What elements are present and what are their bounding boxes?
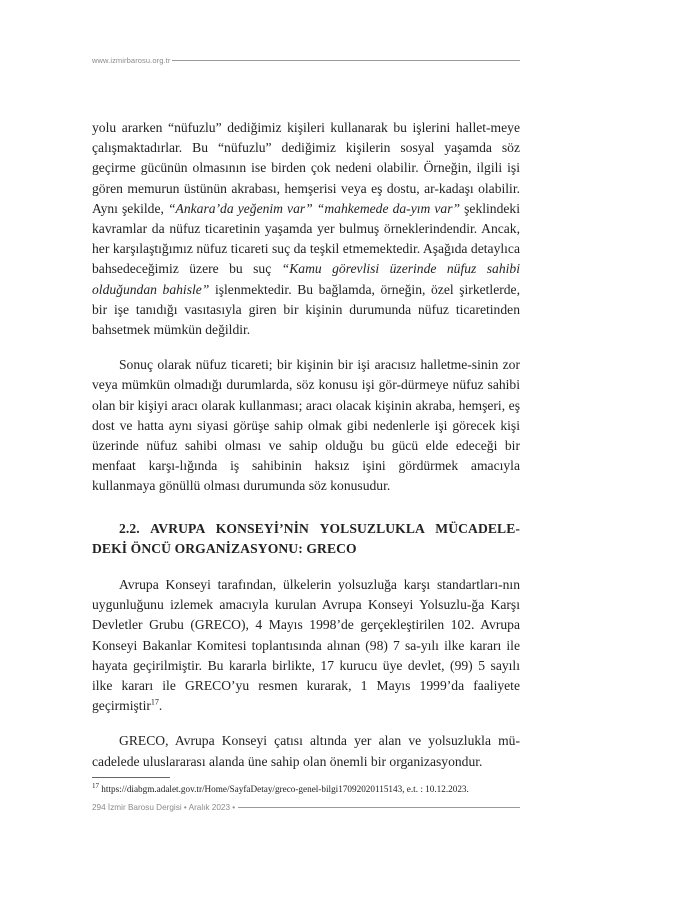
paragraph-1-quote-ankara: “Ankara’da yeğenim var” bbox=[167, 200, 313, 216]
paragraph-1 bbox=[92, 118, 520, 340]
footer-rule bbox=[238, 807, 520, 808]
page-header bbox=[92, 54, 520, 66]
footnote-number: 17 bbox=[92, 781, 99, 790]
header-rule bbox=[172, 60, 520, 61]
paragraph-1-quote-mahkeme: “mahkemede da-yım var” bbox=[316, 200, 461, 216]
paragraph-1-quote-kamu: “Kamu görevlisi üzerinde nüfuz sahibi olduğundan bahisle” bbox=[92, 261, 520, 297]
footnote-text[interactable]: https://diabgm.adalet.gov.tr/Home/SayfaDetay/greco-genel-bilgi17092020115143, e.t. : 10.12.2023. bbox=[99, 784, 469, 794]
paragraph-1-text-a: yolu ararken “nüfuzlu” dediğimiz kişileri kullanarak bu işlerini hallet-meye çalışmaktadırlar. Bu “nüfuzlu” dediğimiz kişilerin sosyal yaşamda söz geçirme gücünün olmasının ise birden çok nedeni olabilir. Örneğin, ilgili işi gören memurun üstünün akrabası, hemşerisi veya eş dostu, ar-kadaşı olabilir. Aynı şekilde, bbox=[92, 120, 520, 216]
paragraph-2: Sonuç olarak nüfuz ticareti; bir kişinin bir işi aracısız halletme-sinin zor veya mümkün olmadığı durumlarda, söz konusu işi gör-dürmeye nüfuz sahibi olan bir kişiyi aracı olarak kullanması; aracı olacak kişinin akraba, hemşeri, eş dost ve hatta aynı siyasi görüşe sahip olmak gibi nedenlerle işi görecek kişi üzerinde nüfuz sahibi olması ve sahip olduğu bu gücü elde edeceği bir menfaat karşı-lığında iş sahibinin haksız işini gördürmek amacıyla kullanmaya gönüllü olması durumunda söz konusudur. bbox=[92, 357, 520, 494]
section-heading: 2.2. AVRUPA KONSEYİ’NİN YOLSUZLUKLA MÜCADELE-DEKİ ÖNCÜ ORGANİZASYONU: GRECO bbox=[92, 520, 520, 556]
paragraph-1-text-d: işlenmektedir. Bu bağlamda, örneğin, özel şirketlerde, bir işe tanıdığı vasıtasıyla giren bir kişinin durumunda nüfuz ticaretinden bahsetmek mümkün değildir. bbox=[92, 281, 520, 338]
paragraph-1-text-c: şeklindeki kavramlar da nüfuz ticaretinin yaşamda yer bulmuş örneklerindendir. Ancak, her karşılaştığımız nüfuz ticareti suç da teşkil etmemektedir. Aşağıda detaylıca bahsedeceğimiz üzere bu suç bbox=[92, 200, 520, 277]
footnote-ref-17[interactable]: 17 bbox=[150, 697, 159, 707]
paragraph-3-end: . bbox=[158, 698, 163, 714]
paragraph-3 bbox=[92, 575, 520, 716]
body-text bbox=[92, 118, 520, 787]
paragraph-4: GRECO, Avrupa Konseyi çatısı altında yer alan ve yolsuzlukla mü-cadelede uluslararası alanda üne sahip olan önemli bir organizasyondur. bbox=[92, 733, 520, 769]
footnote bbox=[92, 783, 520, 795]
footnote-rule bbox=[92, 777, 170, 778]
page-footer bbox=[92, 801, 520, 813]
header-url: www.izmirbarosu.org.tr bbox=[92, 55, 171, 65]
footer-text: 294 İzmir Barosu Dergisi • Aralık 2023 • bbox=[92, 802, 236, 812]
paragraph-3-text: Avrupa Konseyi tarafından, ülkelerin yolsuzluğa karşı standartları-nın uygunluğunu izlemek amacıyla kurulan Avrupa Konseyi Yolsuzlu-ğa Karşı Devletler Grubu (GRECO), 4 Mayıs 1998’de gerçekleştirilen 102. Avrupa Konseyi Bakanlar Komitesi toplantısında alınan (98) 7 sa-yılı ilke kararı ile hayata geçirilmiştir. Bu kararla birlikte, 17 kurucu üye devlet, (99) 5 sayılı ilke kararı ile GRECO’yu resmen kurarak, 1 Mayıs 1999’da faaliyete geçirmiştir bbox=[92, 577, 520, 714]
